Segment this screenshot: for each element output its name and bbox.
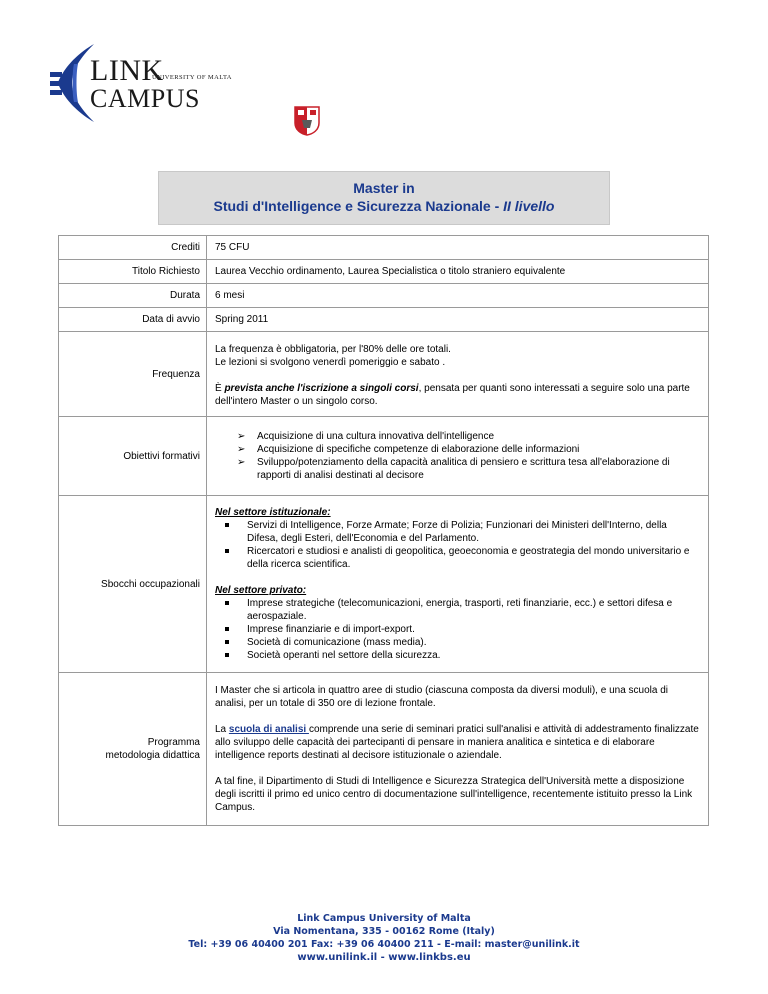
frequenza-line-1: La frequenza è obbligatoria, per l'80% delle ore totali. xyxy=(215,343,451,355)
row-label xyxy=(59,673,207,826)
programma-para-2 xyxy=(215,723,700,762)
row-value: Spring 2011 xyxy=(207,308,709,332)
title-banner xyxy=(158,171,610,225)
footer-websites: www.unilink.il - www.linkbs.eu xyxy=(297,952,471,963)
sbocchi-heading-istituzionale: Nel settore istituzionale: xyxy=(215,507,331,518)
list-item: Imprese finanziarie e di import-export. xyxy=(223,623,700,636)
footer-address: Via Nomentana, 335 - 00162 Rome (Italy) xyxy=(273,926,495,937)
programma-label-1: Programma xyxy=(147,737,200,748)
title-level: II livello xyxy=(503,198,555,214)
row-value xyxy=(207,417,709,496)
list-item: Società di comunicazione (mass media). xyxy=(223,636,700,649)
list-item: Società operanti nel settore della sicurezza. xyxy=(223,649,700,662)
row-programma xyxy=(59,673,709,826)
sbocchi-list-privato xyxy=(215,597,700,662)
list-item: ➢ Sviluppo/potenziamento della capacità analitica di pensiero e scrittura tesa all'elaborazione di rapporti di analisi destinati al decisore xyxy=(237,456,700,482)
footer-institution: Link Campus University of Malta xyxy=(297,913,471,924)
info-table xyxy=(58,235,709,826)
note-emphasis: prevista anche l'iscrizione a singoli corsi xyxy=(224,382,419,394)
list-item: Servizi di Intelligence, Forze Armate; Forze di Polizia; Funzionari dei Ministeri dell'Interno, della Difesa, degli Esteri, dell'Economia e del Parlamento. xyxy=(223,519,700,545)
list-item: ➢ Acquisizione di una cultura innovativa dell'intelligence xyxy=(237,430,700,443)
footer-contacts: Tel: +39 06 40400 201 Fax: +39 06 40400 211 - E-mail: master@unilink.it xyxy=(188,939,580,950)
note-rest: , pensata per quanti sono interessati a seguire solo una parte dell'intero Master o un singolo corso. xyxy=(215,382,690,407)
crest-icon xyxy=(294,106,320,136)
sbocchi-heading-privato: Nel settore privato: xyxy=(215,585,307,596)
row-label: Data di avvio xyxy=(59,308,207,332)
title-main: Studi d'Intelligence e Sicurezza Nazionale - xyxy=(213,198,504,214)
row-label: Durata xyxy=(59,284,207,308)
row-titolo xyxy=(59,260,709,284)
title-line-2 xyxy=(159,197,609,215)
list-item: Ricercatori e studiosi e analisti di geopolitica, geoeconomia e geostrategia del mondo universitario e della ricerca scientifica. xyxy=(223,545,700,571)
row-value: 75 CFU xyxy=(207,236,709,260)
link-campus-logo xyxy=(48,38,288,128)
frequenza-note xyxy=(215,382,700,408)
row-sbocchi xyxy=(59,496,709,673)
row-value: 6 mesi xyxy=(207,284,709,308)
list-item: ➢ Acquisizione di specifiche competenze di elaborazione delle informazioni xyxy=(237,443,700,456)
row-label: Titolo Richiesto xyxy=(59,260,207,284)
row-durata xyxy=(59,284,709,308)
obiettivi-list xyxy=(215,430,700,482)
note-prefix: È xyxy=(215,382,225,394)
scuola-di-analisi-link[interactable]: scuola di analisi xyxy=(228,724,309,735)
row-label: Obiettivi formativi xyxy=(59,417,207,496)
row-avvio xyxy=(59,308,709,332)
row-crediti xyxy=(59,236,709,260)
row-label: Frequenza xyxy=(59,332,207,417)
programma-para-3: A tal fine, il Dipartimento di Studi di Intelligence e Sicurezza Strategica dell'Università mette a disposizione degli iscritti il primo ed unico centro di documentazione sull'intelligence, recentemente istituito presso la Link Campus. xyxy=(215,776,693,813)
logo-university: UNIVERSITY OF MALTA xyxy=(152,74,232,81)
row-frequenza xyxy=(59,332,709,417)
programma-label-2: metodologia didattica xyxy=(105,750,200,761)
para-prefix: La xyxy=(215,724,229,735)
logo-word-campus: CAMPUS xyxy=(90,84,200,113)
para-rest: comprende una serie di seminari pratici sull'analisi e attività di addestramento finalizzate allo sviluppo delle capacità dei partecipanti di pensare in maniera analitica e sintetica e di elaborare intelligence reports destinati al decisore istituzionale o aziendale. xyxy=(215,724,699,761)
row-obiettivi xyxy=(59,417,709,496)
row-value xyxy=(207,496,709,673)
list-item: Imprese strategiche (telecomunicazioni, energia, trasporti, reti finanziarie, ecc.) e settori difesa e aerospaziale. xyxy=(223,597,700,623)
logo-word-link: LINK xyxy=(90,54,164,87)
programma-para-1: I Master che si articola in quattro aree di studio (ciascuna composta da diversi moduli), e una scuola di analisi, per un totale di 350 ore di lezione frontale. xyxy=(215,685,669,709)
row-value: Laurea Vecchio ordinamento, Laurea Specialistica o titolo straniero equivalente xyxy=(207,260,709,284)
sbocchi-list-istituzionale xyxy=(215,519,700,571)
title-line-1: Master in xyxy=(353,180,415,196)
row-label: Sbocchi occupazionali xyxy=(59,496,207,673)
row-value xyxy=(207,673,709,826)
row-value xyxy=(207,332,709,417)
footer xyxy=(0,912,768,964)
row-label: Crediti xyxy=(59,236,207,260)
frequenza-line-2: Le lezioni si svolgono venerdì pomeriggio e sabato . xyxy=(215,356,446,368)
